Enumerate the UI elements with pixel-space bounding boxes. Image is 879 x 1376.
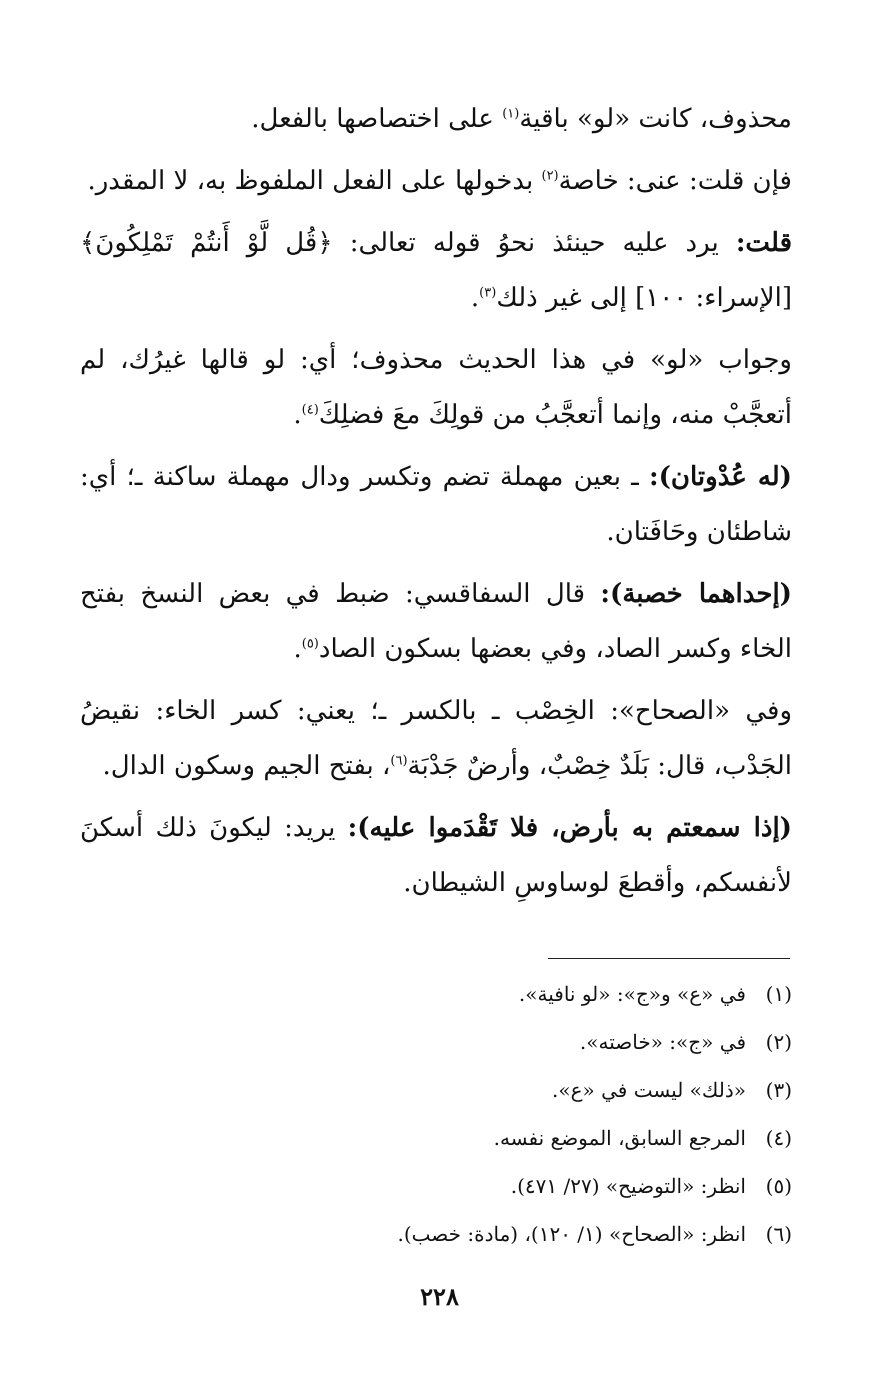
paragraph-text: فإن قلت: عنى: خاصة xyxy=(558,166,792,196)
footnote-3 xyxy=(200,1066,792,1114)
footnote-ref: (٤) xyxy=(301,402,319,418)
footnote-ref: (٣) xyxy=(479,285,497,301)
paragraph-tail: . xyxy=(293,634,302,664)
paragraph-tail: على اختصاصها بالفعل. xyxy=(251,104,503,134)
footnote-text: انظر: «الصحاح» (١/ ١٢٠)، (مادة: خصب). xyxy=(397,1222,746,1246)
paragraph-tail: ، بفتح الجيم وسكون الدال. xyxy=(102,751,391,781)
footnote-ref: (٥) xyxy=(301,636,319,652)
paragraph-text: يريد: ليكونَ ذلك أسكنَ لأنفسكم، وأقطعَ لوساوسِ الشيطان. xyxy=(80,813,792,898)
paragraph-4 xyxy=(80,333,792,443)
footnote-divider xyxy=(548,958,790,959)
footnote-text: «ذلك» ليست في «ع». xyxy=(551,1078,746,1102)
page-number: ٢٢٨ xyxy=(420,1282,459,1311)
paragraph-tail: . xyxy=(470,283,480,313)
paragraph-1 xyxy=(80,92,792,147)
footnote-number: (٣) xyxy=(765,1078,792,1102)
footnote-6 xyxy=(200,1210,792,1258)
paragraph-lead: (إحداهما خصبة): xyxy=(600,579,792,609)
paragraph-text: يرد عليه حينئذ نحوُ قوله تعالى: ﴿قُل لَّوْ أَنتُمْ تَمْلِكُونَ﴾[الإسراء: ١٠٠] إلى غير ذلك xyxy=(80,228,792,313)
paragraph-7 xyxy=(80,684,792,794)
paragraph-text: محذوف، كانت «لو» باقية xyxy=(519,104,792,134)
footnote-number: (٤) xyxy=(765,1126,792,1150)
paragraph-text: ـ بعين مهملة تضم وتكسر ودال مهملة ساكنة ـ؛ أي: شاطئان وحَافَتان. xyxy=(80,462,792,547)
footnote-number: (١) xyxy=(765,982,792,1006)
paragraph-tail: بدخولها على الفعل الملفوظ به، لا المقدر. xyxy=(87,166,542,196)
paragraph-8 xyxy=(80,801,792,911)
paragraph-lead: قلت: xyxy=(735,228,792,258)
footnote-2 xyxy=(200,1018,792,1066)
body-text xyxy=(80,92,792,918)
paragraph-2 xyxy=(80,154,792,209)
paragraph-lead: (له عُدْوتان): xyxy=(648,462,792,492)
paragraph-5 xyxy=(80,450,792,560)
footnote-text: المرجع السابق، الموضع نفسه. xyxy=(493,1126,746,1150)
footnote-text: انظر: «التوضيح» (٢٧/ ٤٧١). xyxy=(510,1174,746,1198)
paragraph-6 xyxy=(80,567,792,677)
footnote-ref: (٦) xyxy=(390,753,408,769)
footnote-5 xyxy=(200,1162,792,1210)
footnote-number: (٦) xyxy=(765,1222,792,1246)
footnotes xyxy=(200,970,792,1258)
paragraph-text: وفي «الصحاح»: الخِصْب ـ بالكسر ـ؛ يعني: كسر الخاء: نقيضُ الجَدْب، قال: بَلَدٌ خِصْبٌ، وأرضٌ جَدْبَة xyxy=(80,696,792,781)
paragraph-tail: . xyxy=(293,400,302,430)
footnote-ref: (٢) xyxy=(541,168,559,184)
footnote-text: في «ج»: «خاصته». xyxy=(579,1030,746,1054)
footnote-number: (٢) xyxy=(765,1030,792,1054)
footnote-ref: (١) xyxy=(502,106,520,122)
paragraph-text: قال السفاقسي: ضبط في بعض النسخ بفتح الخاء وكسر الصاد، وفي بعضها بسكون الصاد xyxy=(80,579,792,664)
paragraph-text: وجواب «لو» في هذا الحديث محذوف؛ أي: لو قالها غيرُك، لم أتعجَّبْ منه، وإنما أتعجَّبُ من قولِكَ معَ فضلِكَ xyxy=(80,345,792,430)
footnote-text: في «ع» و«ج»: «لو نافية». xyxy=(518,982,746,1006)
paragraph-3 xyxy=(80,216,792,326)
footnote-number: (٥) xyxy=(765,1174,792,1198)
paragraph-lead: (إذا سمعتم به بأرض، فلا تَقْدَموا عليه): xyxy=(347,813,792,843)
footnote-1 xyxy=(200,970,792,1018)
footnote-4 xyxy=(200,1114,792,1162)
